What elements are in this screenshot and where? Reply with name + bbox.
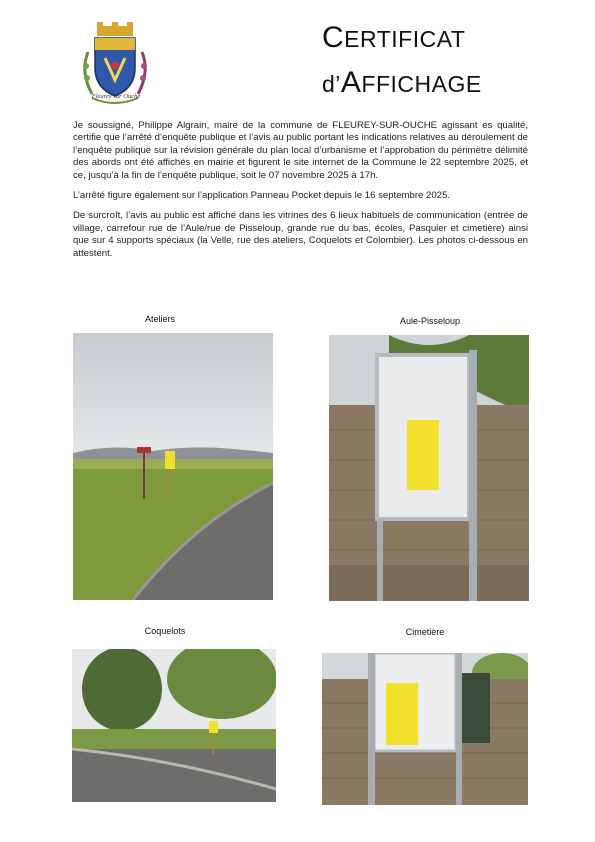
photo-caption-cimetiere: Cimetière bbox=[405, 627, 445, 637]
photo-caption-coquelots: Coquelots bbox=[144, 626, 186, 636]
logo-motto: Fleurey sur Ouche bbox=[91, 93, 141, 100]
page-title bbox=[322, 18, 482, 108]
certificate-body bbox=[73, 120, 528, 268]
photo-coquelots bbox=[72, 649, 276, 802]
title-line-2: d’AFFICHAGE bbox=[322, 66, 482, 99]
paragraph-display-locations: De surcroît, l’avis au public est affiché dans les vitrines des 6 lieux habituels de communication (entrée de village, carrefour rue de l’Aule/rue de Pisseloup, grande rue du bas, écoles, Pasquier et cimetière) ainsi que sur 4 supports spéciaux (la Velle, rue des ateliers, Coquelots et Colombier). Les photos ci-dessous en attestent. bbox=[73, 210, 528, 259]
photo-cimetiere bbox=[322, 653, 528, 805]
photo-aule-pisseloup bbox=[329, 335, 529, 601]
paragraph-declaration: Je soussigné, Philippe Algrain, maire de la commune de FLEUREY-SUR-OUCHE agissant es qualité, certifie que l’arrêté d’enquête publique et l’avis au public portant les indications relatives au déroulement de l’enquête publique sur la révision générale du plan local d’urbanisme et l’approbation du périmètre délimité des abords ont été affichés en mairie et figurent le site internet de la Commune le 22 septembre 2025, et ce, jusqu’à la fin de l’enquête publique, soit le 07 novembre 2025 à 17h. bbox=[73, 120, 528, 181]
title-line-1: CERTIFICAT bbox=[322, 21, 466, 54]
paragraph-panneau-pocket: L’arrêté figure également sur l’application Panneau Pocket depuis le 16 septembre 2025. bbox=[73, 190, 451, 202]
photo-ateliers bbox=[73, 333, 273, 600]
photo-caption-ateliers: Ateliers bbox=[144, 314, 175, 324]
photo-caption-aule-pisseloup: Aule-Pisseloup bbox=[399, 316, 461, 326]
